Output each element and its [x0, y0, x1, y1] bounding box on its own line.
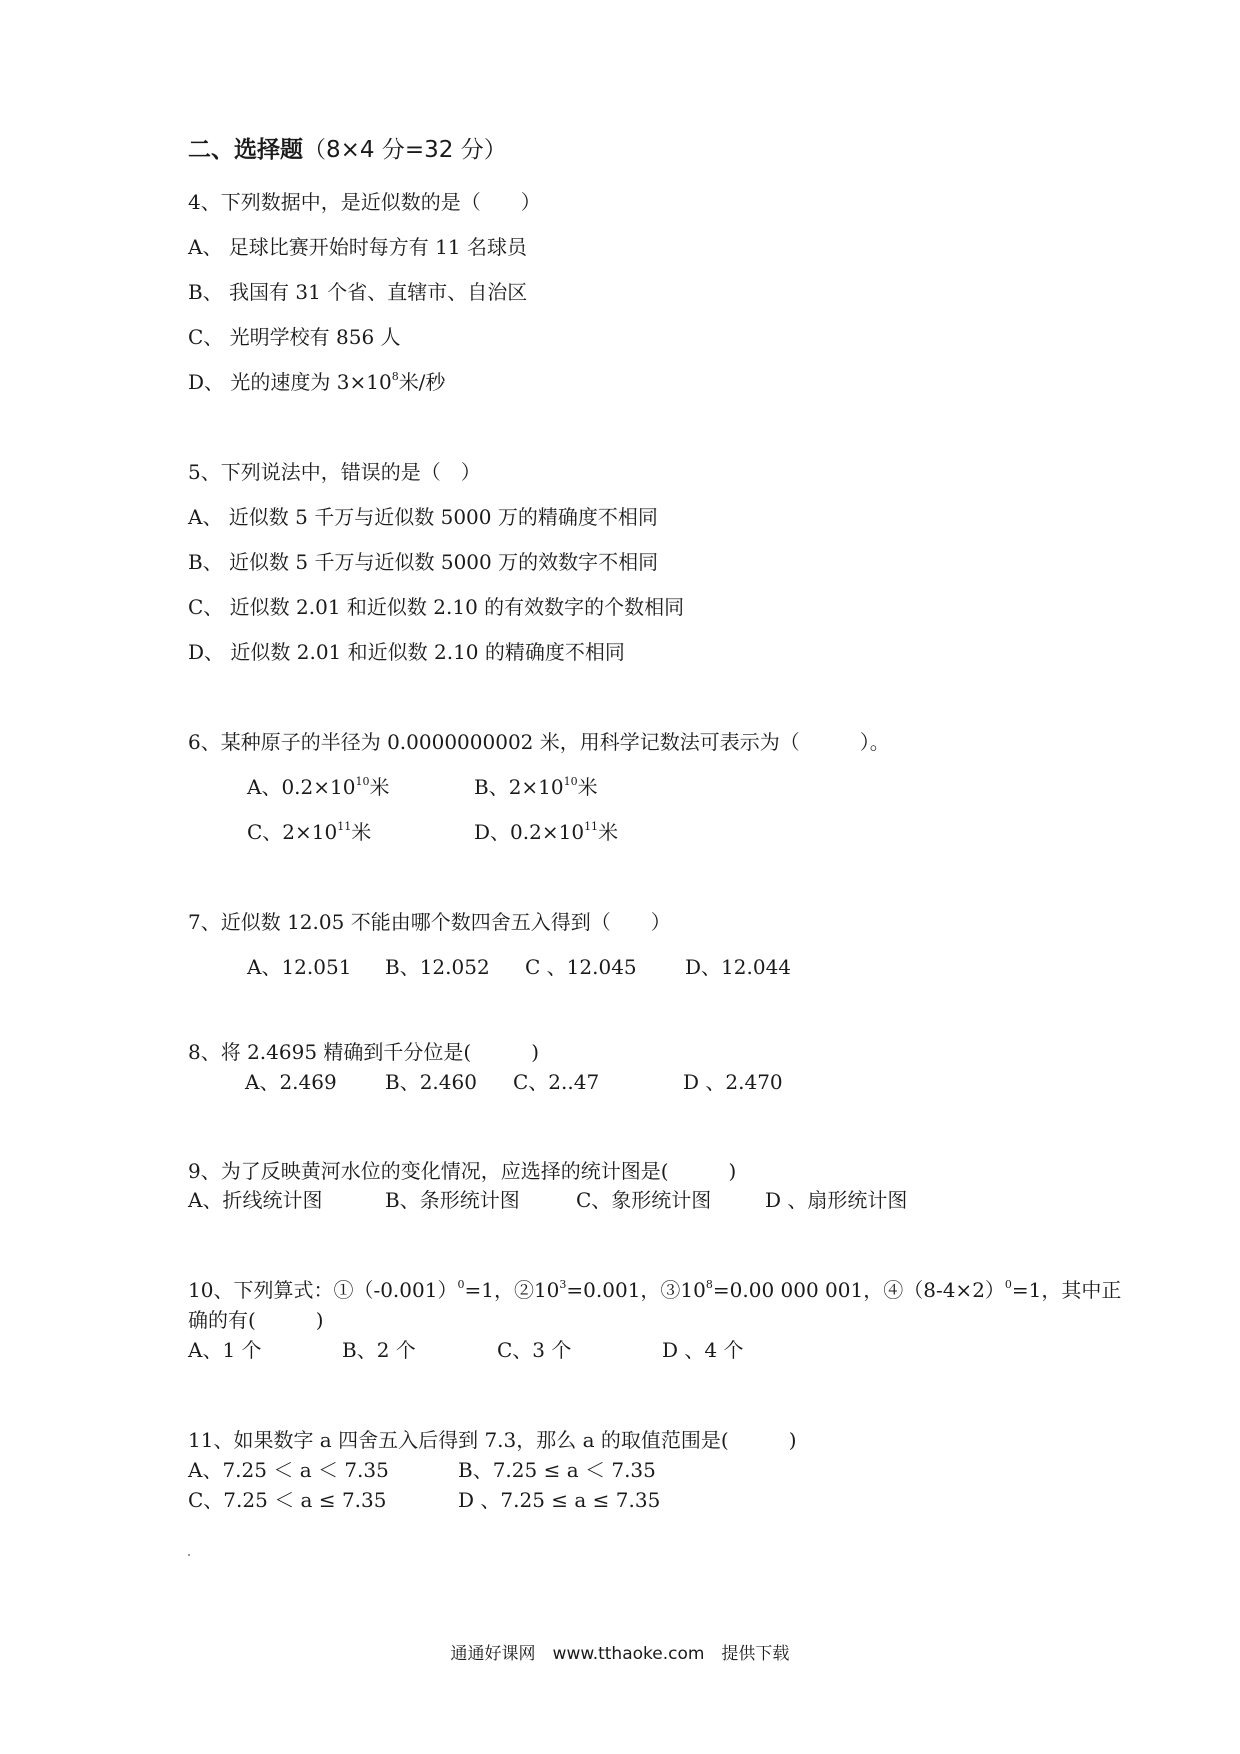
- q10-stem-part-1: 10、下列算式：①（-0.001）: [188, 1278, 458, 1302]
- q10-stem-part-3: =0.001，③10: [566, 1278, 706, 1302]
- q10-exponent-2: 3: [559, 1278, 567, 1291]
- q6-option-a-unit: 米: [369, 775, 390, 799]
- q10-exponent-3: 8: [705, 1278, 713, 1291]
- section-score: （8×4 分=32 分）: [303, 137, 507, 163]
- q9-option-d: D 、扇形统计图: [765, 1188, 908, 1212]
- q11-option-d: D 、7.25 ≤ a ≤ 7.35: [458, 1488, 661, 1512]
- q9-option-c: C、象形统计图: [576, 1188, 712, 1212]
- q7-option-d: D、12.044: [685, 955, 792, 979]
- q4-option-c: C、 光明学校有 856 人: [188, 325, 401, 349]
- q5-option-a: A、 近似数 5 千万与近似数 5000 万的精确度不相同: [188, 505, 658, 529]
- q8-option-a: A、2.469: [245, 1070, 337, 1094]
- q10-stem-part-2: =1，②10: [464, 1278, 560, 1302]
- q10-stem: [188, 1278, 1121, 1302]
- q8-stem: 8、将 2.4695 精确到千分位是( ): [188, 1040, 540, 1064]
- scan-speck: [188, 1554, 190, 1556]
- q9-option-b: B、条形统计图: [385, 1188, 520, 1212]
- q8-option-c: C、2..47: [513, 1070, 600, 1094]
- q5-option-c: C、 近似数 2.01 和近似数 2.10 的有效数字的个数相同: [188, 595, 685, 619]
- q7-option-b: B、12.052: [385, 955, 490, 979]
- q9-option-a: A、折线统计图: [188, 1188, 323, 1212]
- q10-option-a: A、1 个: [188, 1338, 262, 1362]
- q5-option-d: D、 近似数 2.01 和近似数 2.10 的精确度不相同: [188, 640, 625, 664]
- q10-stem-part-5: =1，其中正: [1011, 1278, 1122, 1302]
- q4-option-d-exponent: 8: [391, 370, 399, 383]
- q8-option-b: B、2.460: [385, 1070, 477, 1094]
- q11-stem: 11、如果数字 a 四舍五入后得到 7.3，那么 a 的取值范围是( ): [188, 1428, 797, 1452]
- q11-option-a: A、7.25 ＜ a ＜ 7.35: [188, 1458, 389, 1482]
- q6-option-d: [474, 820, 618, 844]
- q7-stem: 7、近似数 12.05 不能由哪个数四舍五入得到（ ）: [188, 910, 671, 934]
- q6-option-c-text: C、2×10: [247, 820, 338, 844]
- q6-option-a: [247, 775, 389, 799]
- q6-option-a-exponent: 10: [355, 775, 370, 788]
- q4-option-d: [188, 370, 445, 394]
- q4-option-b: B、 我国有 31 个省、直辖市、自治区: [188, 280, 528, 304]
- q10-stem-part-4: =0.00 000 001，④（8-4×2）: [712, 1278, 1005, 1302]
- section-heading: 二、选择题: [188, 137, 303, 163]
- q6-option-d-unit: 米: [598, 820, 619, 844]
- q10-option-b: B、2 个: [342, 1338, 416, 1362]
- q6-option-c: [247, 820, 371, 844]
- q10-option-c: C、3 个: [497, 1338, 572, 1362]
- q5-stem: 5、下列说法中，错误的是（ ）: [188, 460, 481, 484]
- q5-option-b: B、 近似数 5 千万与近似数 5000 万的效数字不相同: [188, 550, 659, 574]
- q10-exponent-4: 0: [1004, 1278, 1012, 1291]
- q11-option-c: C、7.25 ＜ a ≤ 7.35: [188, 1488, 387, 1512]
- q6-option-a-text: A、0.2×10: [247, 775, 356, 799]
- q6-option-c-unit: 米: [351, 820, 372, 844]
- q7-option-a: A、12.051: [247, 955, 352, 979]
- q6-option-b-unit: 米: [577, 775, 598, 799]
- q8-option-d: D 、2.470: [683, 1070, 783, 1094]
- q4-option-d-text: D、 光的速度为 3×10: [188, 370, 392, 394]
- q7-option-c: C 、12.045: [525, 955, 637, 979]
- q4-option-a: A、 足球比赛开始时每方有 11 名球员: [188, 235, 527, 259]
- q11-option-b: B、7.25 ≤ a ＜ 7.35: [458, 1458, 656, 1482]
- q10-option-d: D 、4 个: [662, 1338, 744, 1362]
- q4-stem: 4、下列数据中，是近似数的是（ ）: [188, 190, 541, 214]
- q10-stem-line-2: 确的有( ): [188, 1308, 324, 1332]
- q10-exponent-1: 0: [457, 1278, 465, 1291]
- q9-stem: 9、为了反映黄河水位的变化情况，应选择的统计图是( ): [188, 1159, 737, 1183]
- section-title: [188, 136, 507, 164]
- q4-option-d-unit: 米/秒: [398, 370, 446, 394]
- q6-option-b: [474, 775, 598, 799]
- q6-option-d-text: D、0.2×10: [474, 820, 585, 844]
- q6-option-d-exponent: 11: [584, 820, 599, 833]
- page-footer: 通通好课网 www.tthaoke.com 提供下载: [450, 1644, 790, 1664]
- q6-option-c-exponent: 11: [337, 820, 352, 833]
- q6-option-b-exponent: 10: [563, 775, 578, 788]
- q6-option-b-text: B、2×10: [474, 775, 564, 799]
- q6-stem: 6、某种原子的半径为 0.0000000002 米，用科学记数法可表示为（ ）。: [188, 730, 890, 754]
